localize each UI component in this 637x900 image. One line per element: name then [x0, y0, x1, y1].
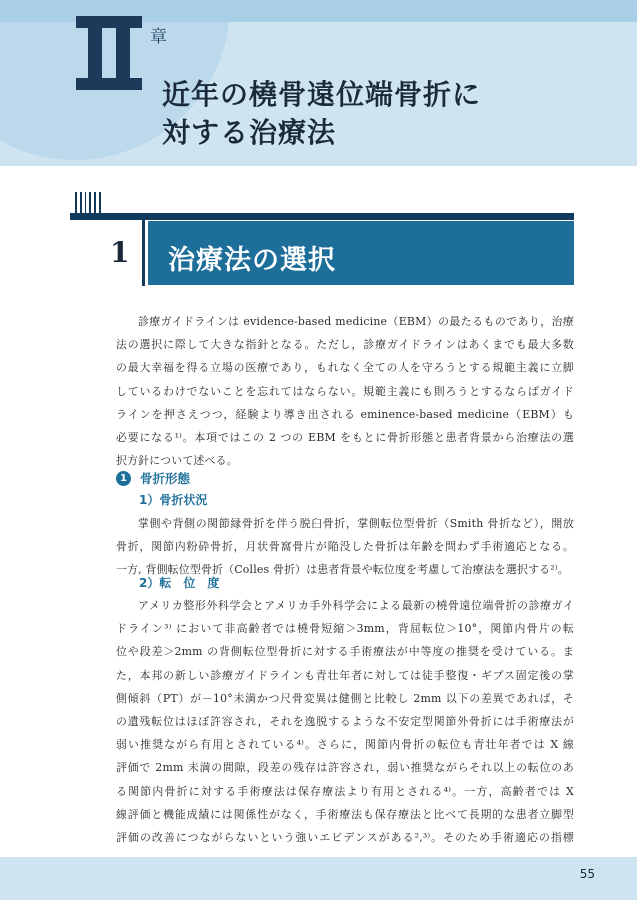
item1-paragraph: [116, 512, 574, 582]
banner-rule: [70, 213, 574, 220]
subsection-heading: [116, 469, 190, 487]
page-footer: [0, 857, 637, 900]
text-line: 線評価と機能成績には関係性がなく，手術療法も保存療法と比べて長期的な患者立脚型: [116, 807, 574, 821]
chapter-title-line: 対する治療法: [162, 116, 337, 149]
text-line: る関節内骨折に対する手術療法は保存療法より有用とされる⁴⁾。一方，高齢者では X: [116, 784, 574, 798]
section-title: 治療法の選択: [168, 245, 336, 276]
text-line: 位や段差＞2mm の背側転位型骨折に対する手術療法が中等度の推奨を受けている。ま: [116, 645, 574, 659]
text-line: 一方, 背側転位型骨折（Colles 骨折）は患者背景や転位度を考慮して治療法を選択する²⁾。: [116, 563, 569, 577]
text-line: 択方針について述べる。: [116, 454, 238, 468]
text-line: 法の選択に際して大きな指針となる。ただし，診療ガイドラインはあくまでも最大多数: [116, 338, 574, 352]
text-line: ラインを押さえつつ，経験より導き出される eminence-based medicine（EBM）も: [116, 407, 574, 421]
item-heading: 2）転 位 度: [139, 576, 220, 590]
chapter-title-line: 近年の橈骨遠位端骨折に: [162, 78, 482, 111]
subsection-title: 骨折形態: [140, 471, 191, 486]
text-line: の最大幸福を得る立場の医療であり，もれなく全ての人を守ろうとする規範主義に立脚: [116, 361, 574, 375]
number-circle-icon: 1: [116, 471, 131, 486]
text-line: の遺残転位はほぼ許容され，それを逸脱するような不安定型関節外骨折には手術療法が: [116, 714, 574, 728]
section-number: 1: [110, 236, 130, 269]
chapter-numeral-graphic: [76, 16, 142, 90]
chapter-mark: 章: [150, 27, 167, 47]
text-line: 側傾斜（PT）が－10°未満かつ尺骨変異は健側と比較し 2mm 以下の差異であれば，そ: [116, 691, 574, 705]
text-line: 弱い推奨ながら有用とされている⁴⁾。さらに，関節内骨折の転位も青壮年者では X 線: [116, 738, 574, 752]
item-heading: 1）骨折状況: [139, 493, 208, 507]
text-line: 掌側や背側の関節縁骨折を伴う脱臼骨折，掌側転位型骨折（Smith 骨折など），開放: [138, 517, 574, 530]
text-line: 必要になる¹⁾。本項ではこの 2 つの EBM をもとに骨折形態と患者背景から治療法の選: [116, 430, 574, 444]
text-line: 骨折，関節内粉砕骨折，月状骨窩骨片が陥没した骨折は年齢を問わず手術適応となる。: [116, 540, 574, 554]
page-number: 55: [579, 867, 595, 881]
item2-paragraph: [116, 594, 574, 849]
intro-paragraph: [116, 310, 574, 472]
text-line: た，本邦の新しい診療ガイドラインも青壮年者に対しては徒手整復・ギプス固定後の掌: [116, 668, 574, 682]
section-banner: [70, 192, 574, 295]
banner-divider: [142, 220, 145, 286]
chapter-title: [162, 76, 481, 152]
text-line: アメリカ整形外科学会とアメリカ手外科学会による最新の橈骨遠位端骨折の診療ガイ: [138, 599, 574, 612]
text-line: 評価で 2mm 未満の間隙，段差の残存は許容され，弱い推奨ながらそれ以上の転位のあ: [116, 761, 574, 775]
text-line: ドライン³⁾ において非高齢者では橈骨短縮＞3mm，背屈転位＞10°，関節内骨片の転: [116, 622, 574, 636]
text-line: 診療ガイドラインは evidence-based medicine（EBM）の最たるものであり，治療: [138, 315, 574, 328]
text-line: 評価の改善につながらないという強いエビデンスがある²,³⁾。そのため手術適応の指標: [116, 830, 574, 844]
chapter-header: [0, 0, 637, 166]
text-line: しているわけでないことを忘れてはならない。規範主義にも則ろうとするならばガイド: [116, 384, 574, 398]
